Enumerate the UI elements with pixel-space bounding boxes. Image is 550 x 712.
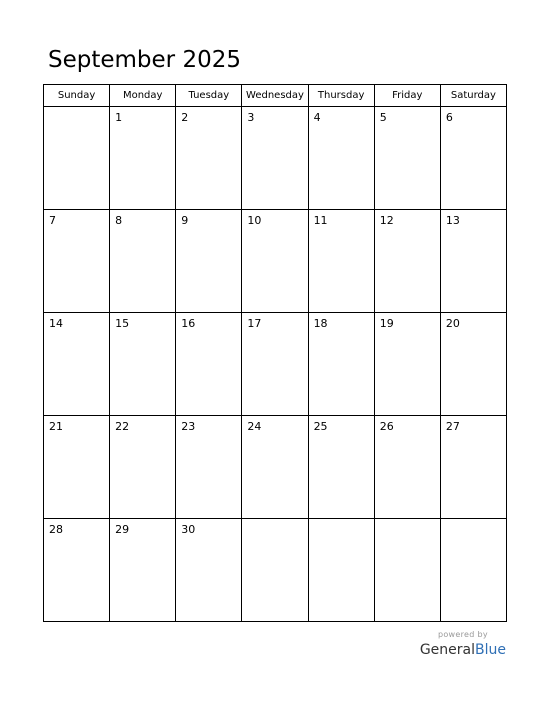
day-cell <box>374 519 440 622</box>
day-cell <box>440 416 506 519</box>
generalblue-logo[interactable] <box>420 631 506 657</box>
powered-by-text: powered by <box>437 630 488 639</box>
day-number: 22 <box>115 420 130 433</box>
day-number: 24 <box>247 420 262 433</box>
day-cell <box>176 416 242 519</box>
weekday-sunday: Sunday <box>44 85 110 107</box>
day-cell <box>308 210 374 313</box>
day-cell <box>440 107 506 210</box>
day-cell <box>308 519 374 622</box>
day-number: 14 <box>49 317 63 330</box>
day-cell <box>374 210 440 313</box>
day-cell <box>110 107 176 210</box>
day-cell <box>110 313 176 416</box>
day-number: 29 <box>115 523 130 536</box>
week-row <box>44 519 507 622</box>
day-cell <box>308 416 374 519</box>
day-number: 23 <box>181 420 196 433</box>
brand-general-text: General <box>419 642 476 658</box>
day-number: 8 <box>115 214 123 227</box>
day-number: 26 <box>379 420 394 433</box>
day-cell <box>44 416 110 519</box>
day-cell <box>176 107 242 210</box>
day-cell <box>242 107 308 210</box>
day-number: 28 <box>49 523 63 536</box>
day-cell <box>308 313 374 416</box>
day-cell <box>176 519 242 622</box>
day-cell <box>110 416 176 519</box>
day-number: 15 <box>115 317 130 330</box>
day-number: 17 <box>247 317 262 330</box>
day-number: 11 <box>313 214 328 227</box>
day-number: 18 <box>313 317 328 330</box>
day-number <box>309 519 374 523</box>
day-cell <box>110 210 176 313</box>
day-cell <box>440 210 506 313</box>
day-cell <box>44 107 110 210</box>
day-number: 12 <box>379 214 394 227</box>
day-cell <box>374 313 440 416</box>
day-number: 9 <box>181 214 189 227</box>
day-cell <box>242 313 308 416</box>
week-row <box>44 313 507 416</box>
day-number: 20 <box>445 317 460 330</box>
weekday-thursday: Thursday <box>308 85 374 107</box>
day-number <box>44 107 109 111</box>
day-cell <box>374 107 440 210</box>
day-cell <box>242 416 308 519</box>
day-number: 16 <box>181 317 196 330</box>
weekday-friday: Friday <box>374 85 440 107</box>
calendar-grid <box>43 84 507 622</box>
weekday-header-row <box>44 85 507 107</box>
day-number: 3 <box>247 111 255 124</box>
day-cell <box>242 519 308 622</box>
day-cell <box>374 416 440 519</box>
brand-name <box>420 643 506 657</box>
day-number: 30 <box>181 523 196 536</box>
day-number: 25 <box>313 420 328 433</box>
day-cell <box>440 313 506 416</box>
day-cell <box>440 519 506 622</box>
day-cell <box>44 210 110 313</box>
weekday-wednesday: Wednesday <box>242 85 308 107</box>
day-number: 4 <box>313 111 321 124</box>
day-number: 1 <box>115 111 123 124</box>
day-number: 5 <box>379 111 387 124</box>
day-number: 21 <box>49 420 63 433</box>
day-number: 2 <box>181 111 189 124</box>
day-number: 10 <box>247 214 262 227</box>
day-number: 19 <box>379 317 394 330</box>
day-number: 27 <box>445 420 460 433</box>
page-title: September 2025 <box>48 47 241 73</box>
weekday-tuesday: Tuesday <box>176 85 242 107</box>
day-cell <box>44 519 110 622</box>
day-cell <box>308 107 374 210</box>
day-cell <box>110 519 176 622</box>
day-number <box>441 519 506 523</box>
weekday-monday: Monday <box>110 85 176 107</box>
weekday-saturday: Saturday <box>440 85 506 107</box>
day-number: 6 <box>445 111 453 124</box>
brand-blue-text: Blue <box>475 642 506 658</box>
day-number <box>375 519 440 523</box>
day-cell <box>176 313 242 416</box>
day-number: 7 <box>49 214 56 227</box>
day-number: 13 <box>445 214 460 227</box>
week-row <box>44 210 507 313</box>
week-row <box>44 107 507 210</box>
day-number <box>242 519 307 523</box>
week-row <box>44 416 507 519</box>
day-cell <box>242 210 308 313</box>
day-cell <box>44 313 110 416</box>
day-cell <box>176 210 242 313</box>
